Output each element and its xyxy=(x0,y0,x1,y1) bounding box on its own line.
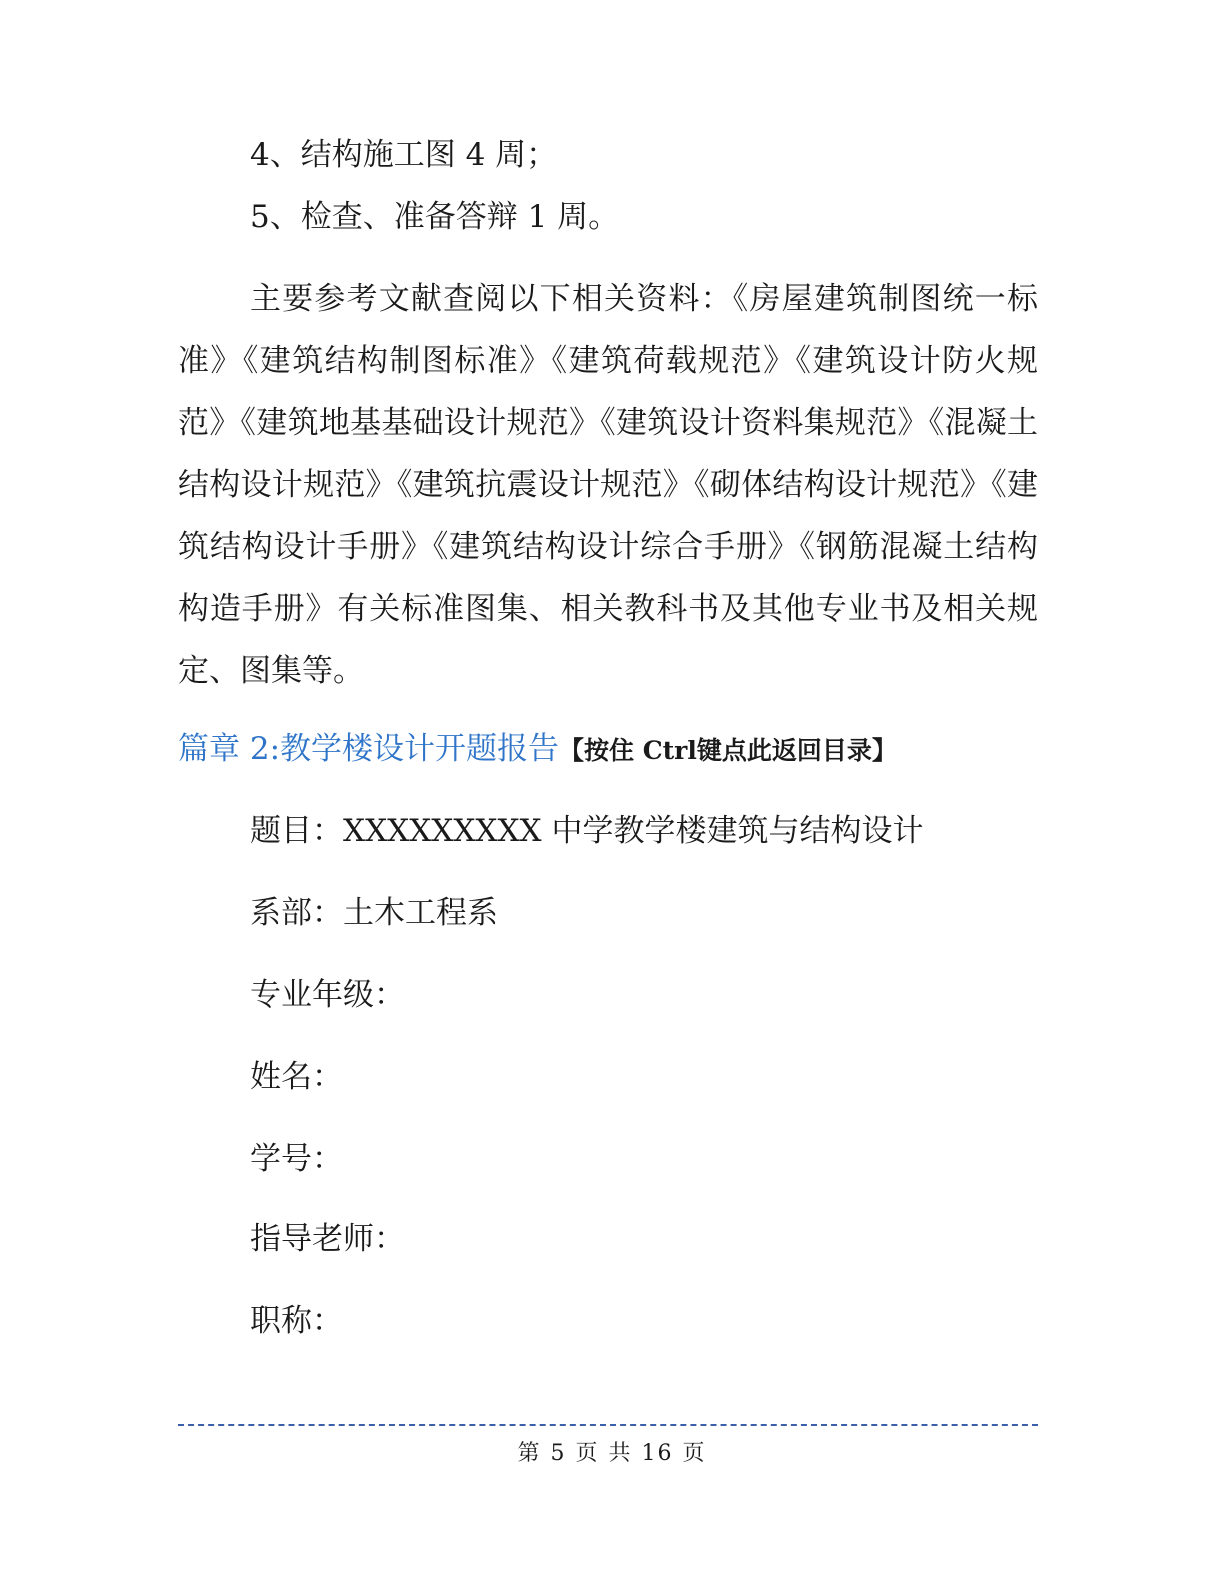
name-field: 姓名： xyxy=(250,1059,343,1095)
footer-divider xyxy=(178,1424,1038,1426)
department-field: 系部：土木工程系 xyxy=(250,895,498,931)
major-grade-field: 专业年级： xyxy=(250,977,405,1013)
chapter-heading xyxy=(178,718,1058,782)
back-to-toc-link[interactable]: 【按住 Ctrl键点此返回目录】 xyxy=(559,736,897,765)
chapter-title: 篇章 2:教学楼设计开题报告 xyxy=(178,731,560,767)
schedule-item-4: 4、结构施工图 4 周； xyxy=(250,137,558,173)
schedule-item-5: 5、检查、准备答辩 1 周。 xyxy=(250,199,620,235)
page-number: 第 5 页 共 16 页 xyxy=(517,1441,707,1466)
advisor-field: 指导老师： xyxy=(250,1221,405,1257)
references-paragraph: 主要参考文献查阅以下相关资料：《房屋建筑制图统一标准》《建筑结构制图标准》《建筑荷载规范》《建筑设计防火规范》《建筑地基基础设计规范》《建筑设计资料集规范》《混凝土结构设计规范》《建筑抗震设计规范》《砌体结构设计规范》《建筑结构设计手册》《建筑结构设计综合手册》《钢筋混凝土结构构造手册》有关标准图集、相关教科书及其他专业书及相关规定、图集等。 xyxy=(178,281,1038,689)
topic-field: 题目：XXXXXXXXX 中学教学楼建筑与结构设计 xyxy=(250,813,924,849)
student-id-field: 学号： xyxy=(250,1141,343,1177)
job-title-field: 职称： xyxy=(250,1303,343,1339)
